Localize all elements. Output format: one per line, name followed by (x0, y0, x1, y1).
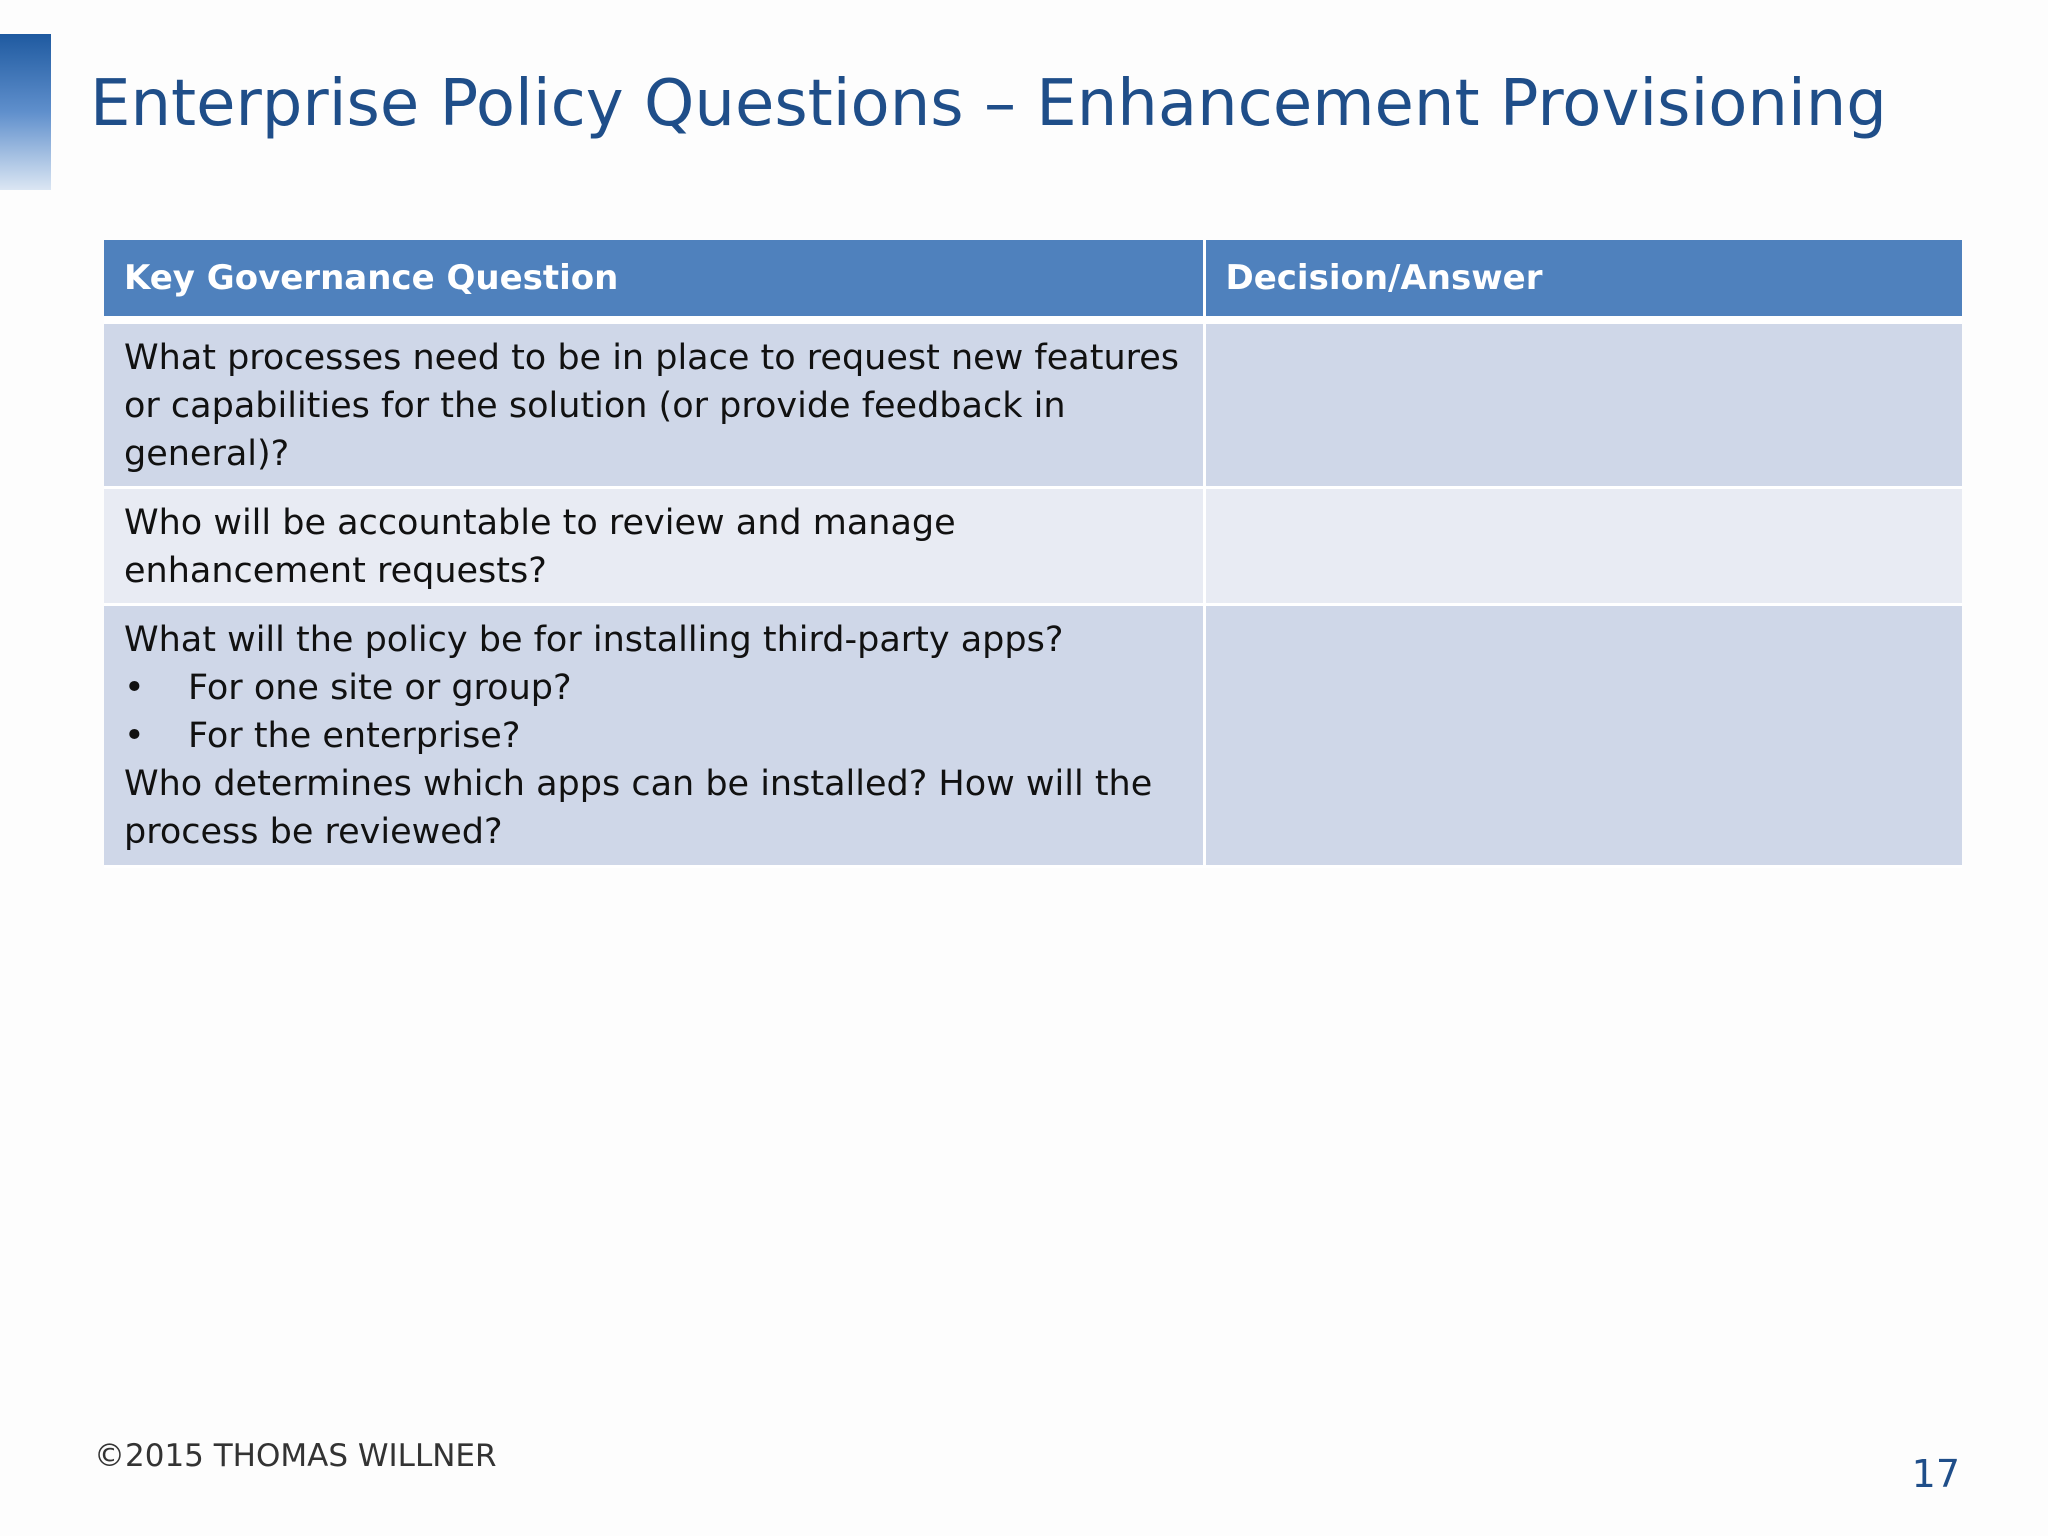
bullet-icon: • (124, 716, 145, 756)
table-header-row (104, 240, 1962, 320)
header-answer: Decision/Answer (1204, 240, 1962, 320)
table-row (104, 488, 1962, 605)
header-question: Key Governance Question (104, 240, 1204, 320)
bullet-item (124, 664, 1183, 712)
governance-table (104, 240, 1962, 868)
slide-title: Enterprise Policy Questions – Enhancement Provisioning (90, 67, 1887, 141)
question-outro: Who determines which apps can be installed? How will the process be reviewed? (124, 764, 1153, 852)
bullet-text: For the enterprise? (188, 716, 521, 756)
bullet-text: For one site or group? (188, 668, 572, 708)
question-cell (104, 605, 1204, 867)
bullet-icon: • (124, 668, 145, 708)
answer-cell (1204, 605, 1962, 867)
answer-cell (1204, 488, 1962, 605)
page-number: 17 (1911, 1452, 1960, 1496)
title-accent-bar (0, 34, 51, 190)
table-row (104, 605, 1962, 867)
bullet-item (124, 712, 1183, 760)
question-cell: Who will be accountable to review and manage enhancement requests? (104, 488, 1204, 605)
answer-cell (1204, 320, 1962, 488)
copyright-footer: ©2015 THOMAS WILLNER (94, 1438, 497, 1474)
question-intro: What will the policy be for installing third-party apps? (124, 620, 1064, 660)
bullet-list (124, 664, 1183, 760)
question-cell: What processes need to be in place to request new features or capabilities for the solution (or provide feedback in general)? (104, 320, 1204, 488)
table-row (104, 320, 1962, 488)
